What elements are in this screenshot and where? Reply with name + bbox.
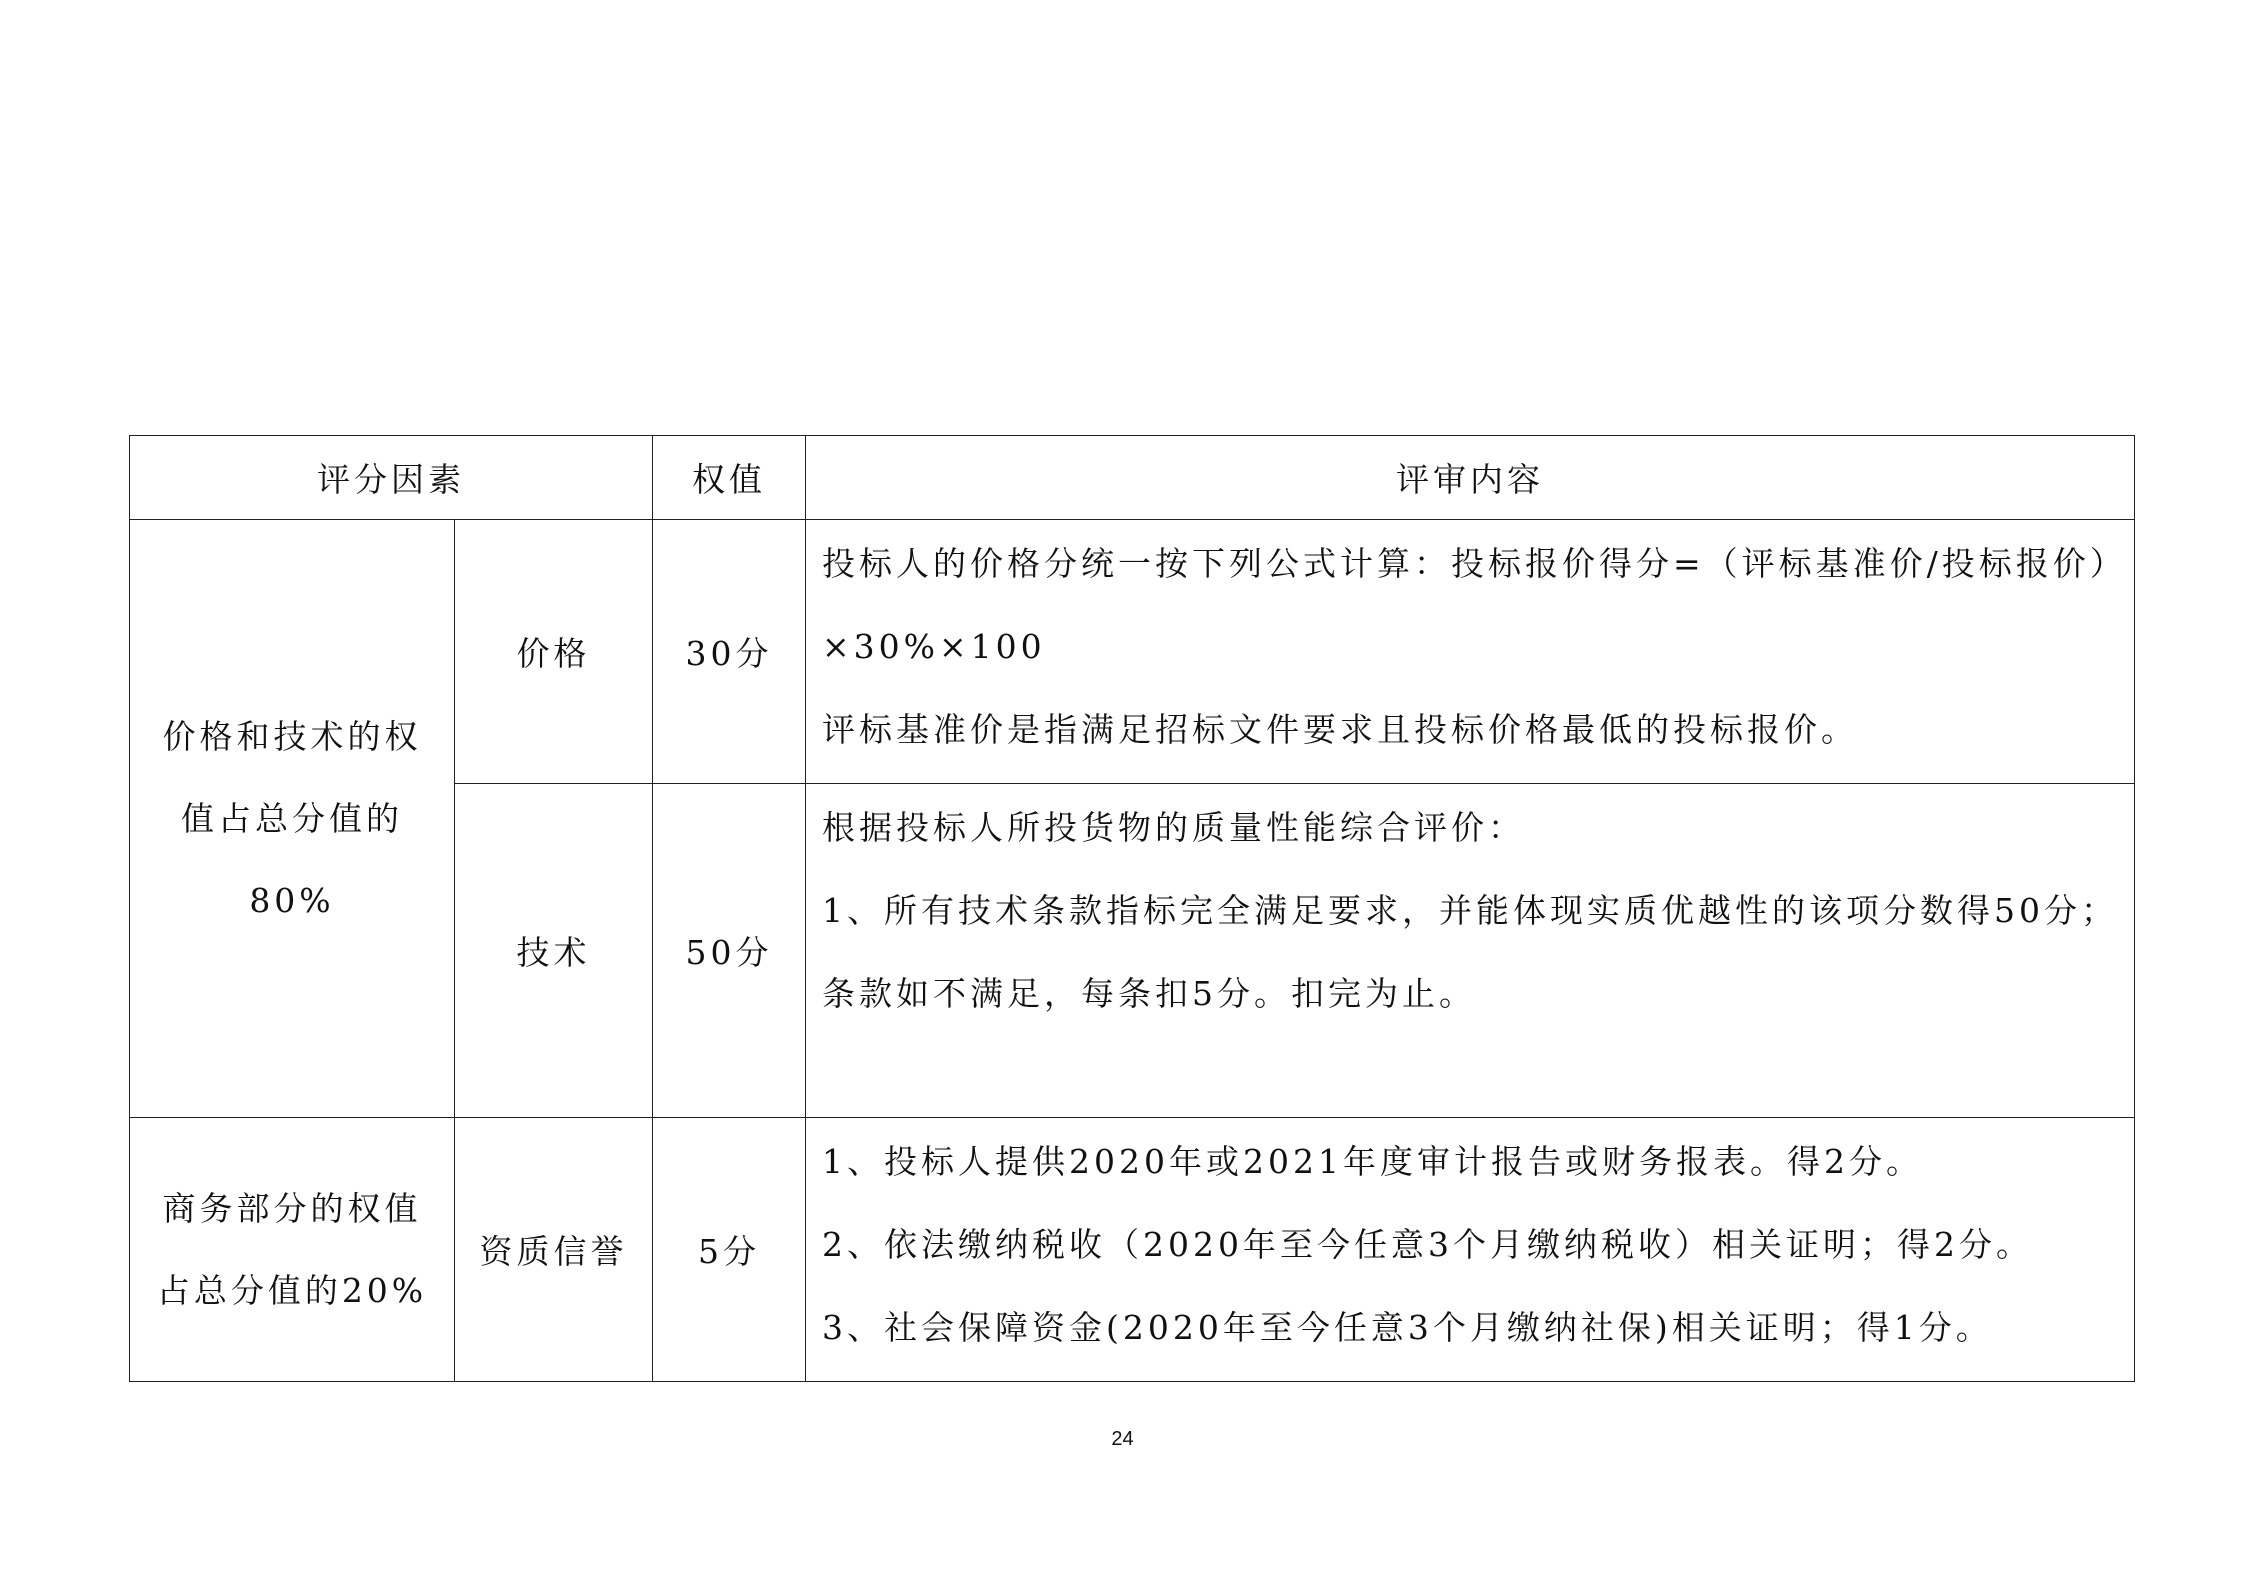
header-factor: 评分因素 [130, 436, 653, 520]
group1-label-line1: 价格和技术的权 [162, 716, 422, 756]
qualification-line-2: 2、依法缴纳税收（2020年至今任意3个月缴纳税收）相关证明；得2分。 [822, 1225, 2033, 1264]
tech-content [806, 784, 2135, 1118]
page-number: 24 [1111, 1428, 1134, 1450]
header-row [130, 436, 2135, 520]
tech-name: 技术 [455, 784, 653, 1118]
scoring-table [129, 435, 2135, 1382]
tech-weight: 50分 [653, 784, 806, 1118]
qualification-row [130, 1118, 2135, 1382]
qualification-line-1: 1、投标人提供2020年或2021年度审计报告或财务报表。得2分。 [822, 1142, 1923, 1181]
group1-label-line2: 值占总分值的80% [181, 798, 403, 920]
qualification-line-3: 3、社会保障资金(2020年至今任意3个月缴纳社保)相关证明；得1分。 [822, 1308, 1993, 1347]
header-content: 评审内容 [806, 436, 2135, 520]
qualification-name: 资质信誉 [455, 1118, 653, 1382]
price-weight: 30分 [653, 520, 806, 784]
price-line-3: 评标基准价是指满足招标文件要求且投标价格最低的投标报价。 [822, 710, 1858, 749]
group2-label-line1: 商务部分的权值 [162, 1188, 422, 1228]
group1-label-cell [130, 520, 455, 1118]
price-row [130, 520, 2135, 784]
qualification-weight: 5分 [653, 1118, 806, 1382]
header-weight: 权值 [653, 436, 806, 520]
tech-line-2: 1、所有技术条款指标完全满足要求，并能体现实质优越性的该项分数得50分； [822, 891, 2118, 930]
price-content [806, 520, 2135, 784]
tech-line-1: 根据投标人所投货物的质量性能综合评价： [822, 808, 1525, 847]
group2-label-line2: 占总分值的20% [156, 1270, 428, 1310]
price-line-2: ×30%×100 [822, 627, 1046, 666]
group2-label-cell [130, 1118, 455, 1382]
price-name: 价格 [455, 520, 653, 784]
price-line-1: 投标人的价格分统一按下列公式计算：投标报价得分=（评标基准价/投标报价） [822, 544, 2127, 583]
qualification-content [806, 1118, 2135, 1382]
tech-line-3: 条款如不满足，每条扣5分。扣完为止。 [822, 974, 1476, 1013]
